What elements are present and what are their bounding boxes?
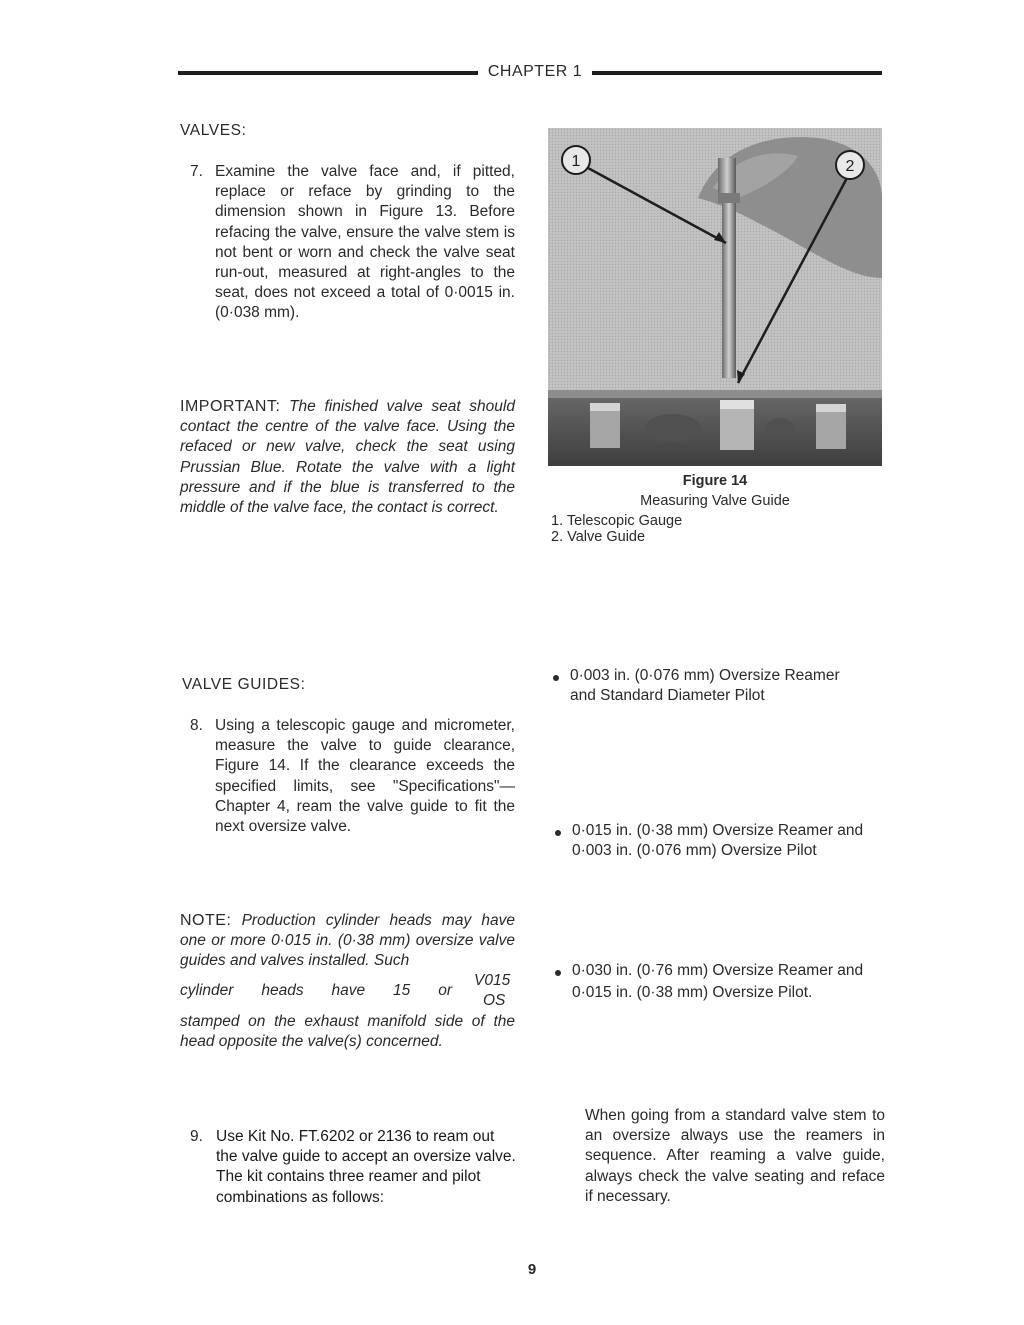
reamer-item-2-line2: 0·003 in. (0·076 mm) Oversize Pilot (572, 842, 817, 859)
header-rule-right (592, 71, 882, 75)
legend-label: Valve Guide (567, 529, 646, 545)
important-paragraph (180, 397, 515, 518)
note-stamp-top: V015 (474, 972, 511, 989)
page-number: 9 (527, 1261, 537, 1278)
important-text: The finished valve seat should contact the centre of the valve face. Using the refaced or new valve, check the seat using Prussian Blue. Rotate the valve with a light pressure and if the blue is transferred to the middle of the valve face, the contact is correct. (180, 398, 515, 517)
reamer-item-1-line1: 0·003 in. (0·076 mm) Oversize Reamer (570, 667, 840, 684)
note-text-2: stamped on the exhaust manifold side of the head opposite the valve(s) concerned. (180, 1013, 515, 1051)
note-paragraph-top (180, 911, 515, 972)
note-label: NOTE: (180, 912, 232, 929)
bullet-icon (553, 675, 559, 681)
item-8-number: 8. (190, 717, 203, 734)
note-line-pre: cylinder heads have 15 or (180, 982, 452, 999)
item-8-text: Using a telescopic gauge and micrometer, measure the valve to guide clearance, Figure 14. If the clearance exceeds the specified limits, see "Specifications"—Chapter 4, ream the valve guide to fit the next oversize valve. (215, 717, 515, 836)
callout-1-text: 1 (571, 153, 581, 170)
note-text-1: Production cylinder heads may have one or more 0·015 in. (0·38 mm) oversize valve guides and valves installed. Such (180, 912, 515, 970)
note-stamp-bottom: OS (483, 992, 506, 1009)
reamer-item-3-line1: 0·030 in. (0·76 mm) Oversize Reamer and (572, 962, 864, 979)
item-7-text: Examine the valve face and, if pitted, replace or reface by grinding to the dimension shown in Figure 13. Before refacing the valve, ensure the valve stem is not bent or worn and check the valve seat run-out, measured at right-angles to the seat, does not exceed a total of 0·0015 in. (0·038 mm). (215, 163, 515, 322)
header-rule-left (178, 71, 478, 75)
legend-number: 2. (551, 529, 564, 545)
chapter-title: CHAPTER 1 (480, 63, 590, 81)
callout-2-text: 2 (845, 158, 855, 175)
figure-title: Figure 14 (682, 473, 748, 489)
legend-label: Telescopic Gauge (566, 513, 683, 529)
valve-guides-heading: VALVE GUIDES: (182, 676, 306, 693)
valves-heading: VALVES: (180, 122, 247, 139)
reamer-item-3-line2: 0·015 in. (0·38 mm) Oversize Pilot. (572, 984, 813, 1001)
figure-legend-item (551, 528, 645, 546)
figure-14-photo (548, 128, 882, 466)
figure-subtitle: Measuring Valve Guide (640, 493, 790, 509)
bullet-icon (555, 830, 561, 836)
important-label: IMPORTANT: (180, 398, 281, 415)
closing-paragraph: When going from a standard valve stem to an oversize always use the reamers in sequence. After reaming a valve guide, always check the valve seating and reface if necessary. (585, 1107, 885, 1205)
valve-guide-photo-illustration (548, 128, 882, 466)
bullet-icon (555, 970, 561, 976)
legend-number: 1. (551, 513, 564, 529)
item-7-number: 7. (190, 163, 203, 180)
reamer-item-1-line2: and Standard Diameter Pilot (570, 687, 765, 704)
item-9-number: 9. (190, 1128, 203, 1145)
reamer-item-2-line1: 0·015 in. (0·38 mm) Oversize Reamer and (572, 822, 864, 839)
item-9-text: Use Kit No. FT.6202 or 2136 to ream out the valve guide to accept an oversize valve. The kit contains three reamer and pilot combinations as follows: (216, 1128, 516, 1206)
